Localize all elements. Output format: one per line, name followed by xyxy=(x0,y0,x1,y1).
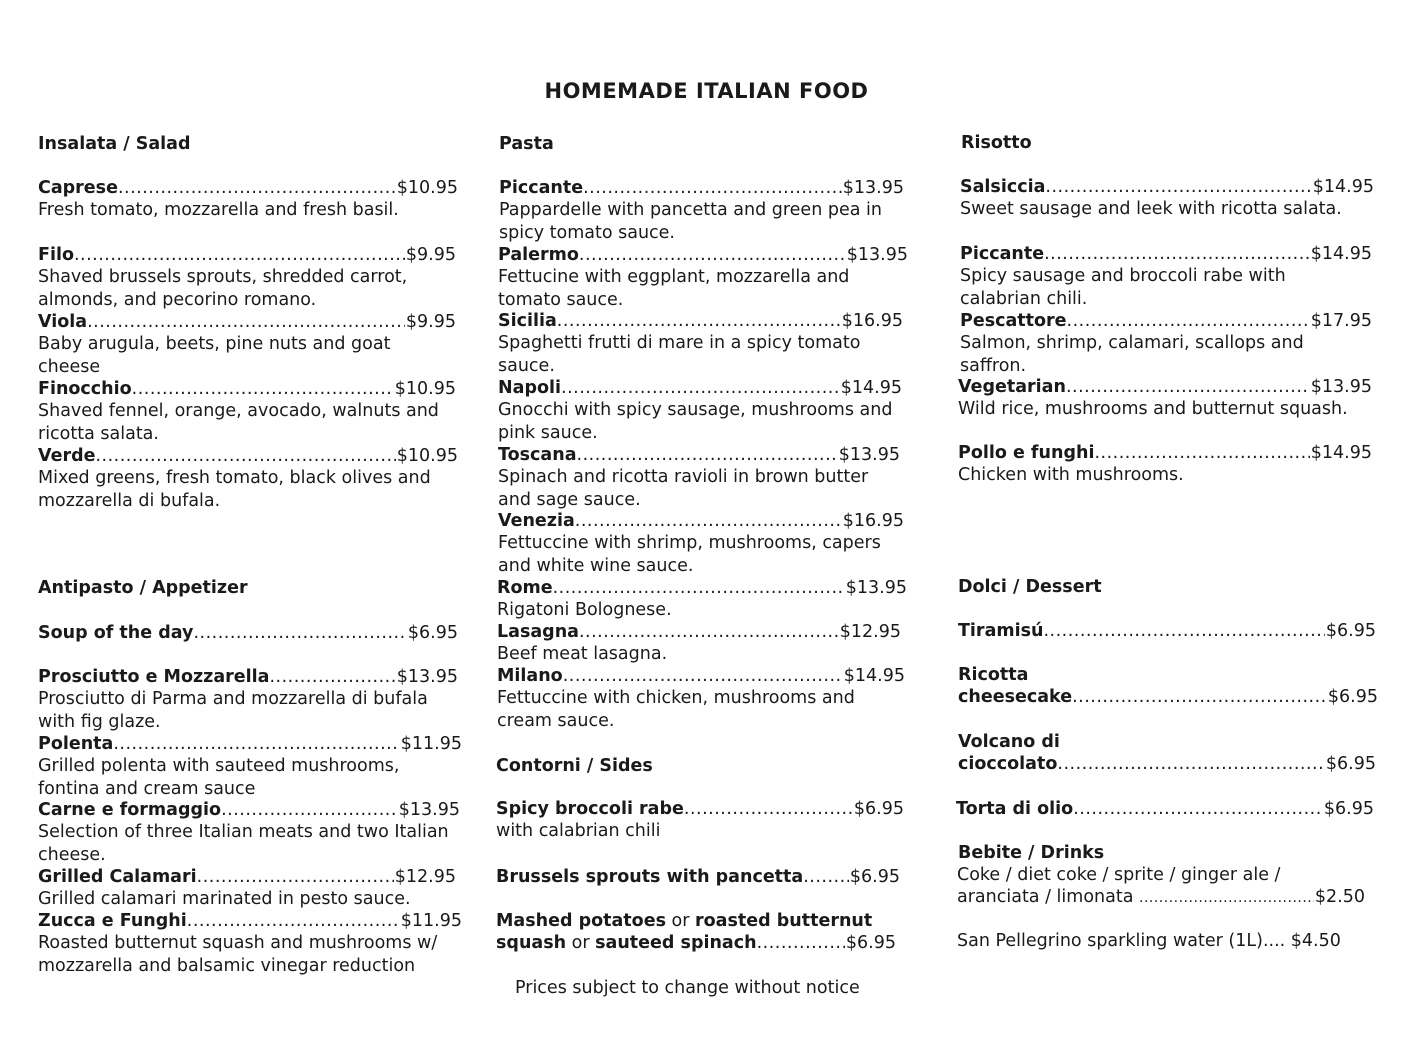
appetizer-item xyxy=(38,799,460,866)
item-description: Spaghetti frutti di mare in a spicy tomato sauce. xyxy=(498,333,861,376)
item-name: Palermo xyxy=(498,245,579,265)
item-price: $13.95 xyxy=(1310,377,1372,397)
item-price: $14.95 xyxy=(1310,443,1372,463)
item-price: $13.95 xyxy=(396,667,458,687)
item-name: Napoli xyxy=(498,378,562,398)
appetizer-item xyxy=(38,666,458,733)
item-name: Salsiccia xyxy=(960,177,1046,197)
item-price: $10.95 xyxy=(394,379,456,399)
item-name: Zucca e Funghi xyxy=(38,911,187,931)
item-price: $6.95 xyxy=(1327,687,1378,708)
soda-list: Coke / diet coke / sprite / ginger ale / xyxy=(957,865,1281,885)
item-description: Beef meat lasagna. xyxy=(497,644,668,665)
item-description: Shaved brussels sprouts, shredded carrot, almonds, and pecorino romano. xyxy=(38,267,408,310)
risotto-item xyxy=(958,442,1372,487)
item-description: Pappardelle with pancetta and green pea in spicy tomato sauce. xyxy=(499,200,882,243)
appetizer-item xyxy=(38,910,462,977)
item-name: Lasagna xyxy=(497,622,579,642)
item-price: $11.95 xyxy=(400,911,462,931)
item-description: Grilled polenta with sauteed mushrooms, fontina and cream sauce xyxy=(38,756,400,799)
item-description: Spinach and ricotta ravioli in brown butter and sage sauce. xyxy=(498,467,869,510)
item-price: $4.50 xyxy=(1290,931,1341,951)
pasta-item xyxy=(497,621,901,666)
combo-or: or xyxy=(665,911,696,931)
salad-header: Insalata / Salad xyxy=(38,134,191,154)
item-price: $9.95 xyxy=(405,312,456,332)
item-name: Finocchio xyxy=(38,379,132,399)
item-price: $14.95 xyxy=(840,378,902,398)
item-description: Rigatoni Bolognese. xyxy=(497,600,672,621)
appetizer-header: Antipasto / Appetizer xyxy=(38,578,248,598)
risotto-item xyxy=(960,310,1372,377)
price-disclaimer: Prices subject to change without notice xyxy=(515,978,860,998)
item-price: $13.95 xyxy=(845,578,907,598)
combo-option: roasted butternut xyxy=(695,911,873,931)
item-name: Piccante xyxy=(960,244,1045,264)
item-name-line1: Volcano di xyxy=(958,732,1060,752)
combo-option: sauteed spinach xyxy=(595,933,757,954)
item-name: Verde xyxy=(38,446,96,466)
sides-header: Contorni / Sides xyxy=(496,756,653,776)
drinks-header: Bebite / Drinks xyxy=(958,843,1105,863)
pasta-item xyxy=(497,665,905,732)
item-price: $16.95 xyxy=(842,511,904,531)
item-price: $11.95 xyxy=(400,734,462,754)
combo-or: or xyxy=(566,933,596,954)
item-name: Milano xyxy=(497,666,563,686)
item-description: Fresh tomato, mozzarella and fresh basil. xyxy=(38,200,399,221)
item-price: $13.95 xyxy=(838,445,900,465)
item-description: Grilled calamari marinated in pesto sauce. xyxy=(38,889,411,910)
dessert-item xyxy=(958,620,1376,642)
item-name: Polenta xyxy=(38,734,114,754)
item-price: $16.95 xyxy=(841,311,903,331)
item-description: Prosciutto di Parma and mozzarella di bufala with fig glaze. xyxy=(38,689,428,732)
item-price: $17.95 xyxy=(1310,311,1372,331)
item-description: Mixed greens, fresh tomato, black olives and mozzarella di bufala. xyxy=(38,468,431,511)
item-description: Chicken with mushrooms. xyxy=(958,465,1184,486)
item-price: $9.95 xyxy=(405,245,456,265)
pasta-item xyxy=(499,177,904,244)
menu-title: HOMEMADE ITALIAN FOOD xyxy=(544,79,869,103)
item-name: Soup of the day xyxy=(38,623,194,643)
item-price: $6.95 xyxy=(1323,799,1374,819)
item-name: Tiramisú xyxy=(958,621,1044,641)
item-name: Vegetarian xyxy=(958,377,1066,397)
item-name: Brussels sprouts with pancetta xyxy=(496,867,804,887)
item-description: Shaved fennel, orange, avocado, walnuts and ricotta salata. xyxy=(38,401,439,444)
risotto-item xyxy=(958,376,1372,421)
soda-item xyxy=(957,886,1365,909)
risotto-item xyxy=(960,176,1374,221)
item-name: Spicy broccoli rabe xyxy=(496,799,684,819)
item-name: Torta di olio xyxy=(956,799,1074,819)
dessert-item xyxy=(958,731,1376,776)
item-price: $6.95 xyxy=(849,867,900,887)
appetizer-item xyxy=(38,866,456,911)
item-price: $12.95 xyxy=(839,622,901,642)
item-name: Caprese xyxy=(38,178,118,198)
item-price: $14.95 xyxy=(843,666,905,686)
pasta-item xyxy=(498,510,904,577)
risotto-header: Risotto xyxy=(961,133,1032,153)
item-price: $6.95 xyxy=(1325,621,1376,641)
item-name: Pollo e funghi xyxy=(958,443,1095,463)
item-description: Salmon, shrimp, calamari, scallops and saffron. xyxy=(960,333,1304,376)
pasta-item xyxy=(498,244,908,311)
item-name: Filo xyxy=(38,245,74,265)
pasta-item xyxy=(498,310,903,377)
item-price: $10.95 xyxy=(396,446,458,466)
soda-list-cont: aranciata / limonata xyxy=(957,887,1139,907)
item-price: $12.95 xyxy=(394,867,456,887)
item-description: Wild rice, mushrooms and butternut squash. xyxy=(958,399,1348,420)
item-name: Rome xyxy=(497,578,553,598)
item-name: Carne e formaggio xyxy=(38,800,222,820)
item-name: cioccolato xyxy=(958,754,1058,775)
pasta-item xyxy=(498,444,900,511)
dessert-header: Dolci / Dessert xyxy=(958,577,1102,597)
sides-item xyxy=(496,798,904,843)
item-name: Viola xyxy=(38,312,88,332)
item-price: $2.50 xyxy=(1314,887,1365,907)
sides-item xyxy=(496,866,900,888)
item-name-line1: Ricotta xyxy=(958,665,1029,685)
item-description: Baby arugula, beets, pine nuts and goat cheese xyxy=(38,334,391,377)
risotto-item xyxy=(960,243,1372,310)
water-name: San Pellegrino sparkling water (1L) xyxy=(957,931,1263,951)
item-price: $13.95 xyxy=(398,800,460,820)
item-price: $6.95 xyxy=(845,933,896,954)
item-price: $13.95 xyxy=(842,178,904,198)
water-item xyxy=(957,930,1341,952)
pasta-item xyxy=(497,577,907,622)
item-description: Spicy sausage and broccoli rabe with calabrian chili. xyxy=(960,266,1286,309)
item-price: $14.95 xyxy=(1312,177,1374,197)
dessert-item xyxy=(958,664,1378,709)
item-price: $13.95 xyxy=(846,245,908,265)
pasta-header: Pasta xyxy=(499,134,554,154)
salad-item xyxy=(38,244,456,311)
item-description: with calabrian chili xyxy=(496,821,661,842)
item-price: $14.95 xyxy=(1310,244,1372,264)
item-price: $10.95 xyxy=(396,178,458,198)
appetizer-item xyxy=(38,622,458,644)
item-price: $6.95 xyxy=(853,799,904,819)
salad-item xyxy=(38,177,458,222)
combo-option: squash xyxy=(496,933,567,954)
salad-item xyxy=(38,445,458,512)
item-name: Sicilia xyxy=(498,311,557,331)
dessert-item xyxy=(956,798,1374,820)
item-description: Fettuccine with shrimp, mushrooms, capers and white wine sauce. xyxy=(498,533,881,576)
appetizer-item xyxy=(38,733,462,800)
item-description: Selection of three Italian meats and two Italian cheese. xyxy=(38,822,449,865)
salad-item xyxy=(38,311,456,378)
water-dots: .... xyxy=(1262,931,1291,951)
item-name: Piccante xyxy=(499,178,584,198)
item-name: Venezia xyxy=(498,511,575,531)
item-name: Grilled Calamari xyxy=(38,867,197,887)
item-description: Fettuccine with chicken, mushrooms and cream sauce. xyxy=(497,688,855,731)
item-price: $6.95 xyxy=(407,623,458,643)
item-price: $6.95 xyxy=(1325,754,1376,775)
item-description: Roasted butternut squash and mushrooms w/ mozzarella and balsamic vinegar reduction xyxy=(38,933,438,976)
sides-combo-item xyxy=(496,910,896,955)
salad-item xyxy=(38,378,456,445)
pasta-item xyxy=(498,377,902,444)
item-name: Prosciutto e Mozzarella xyxy=(38,667,270,687)
item-description: Fettucine with eggplant, mozzarella and tomato sauce. xyxy=(498,267,850,310)
item-description: Sweet sausage and leek with ricotta salata. xyxy=(960,199,1342,220)
item-name: cheesecake xyxy=(958,687,1073,708)
item-name: Toscana xyxy=(498,445,577,465)
item-description: Gnocchi with spicy sausage, mushrooms and pink sauce. xyxy=(498,400,893,443)
combo-option: Mashed potatoes xyxy=(496,911,666,931)
item-name: Pescattore xyxy=(960,311,1067,331)
